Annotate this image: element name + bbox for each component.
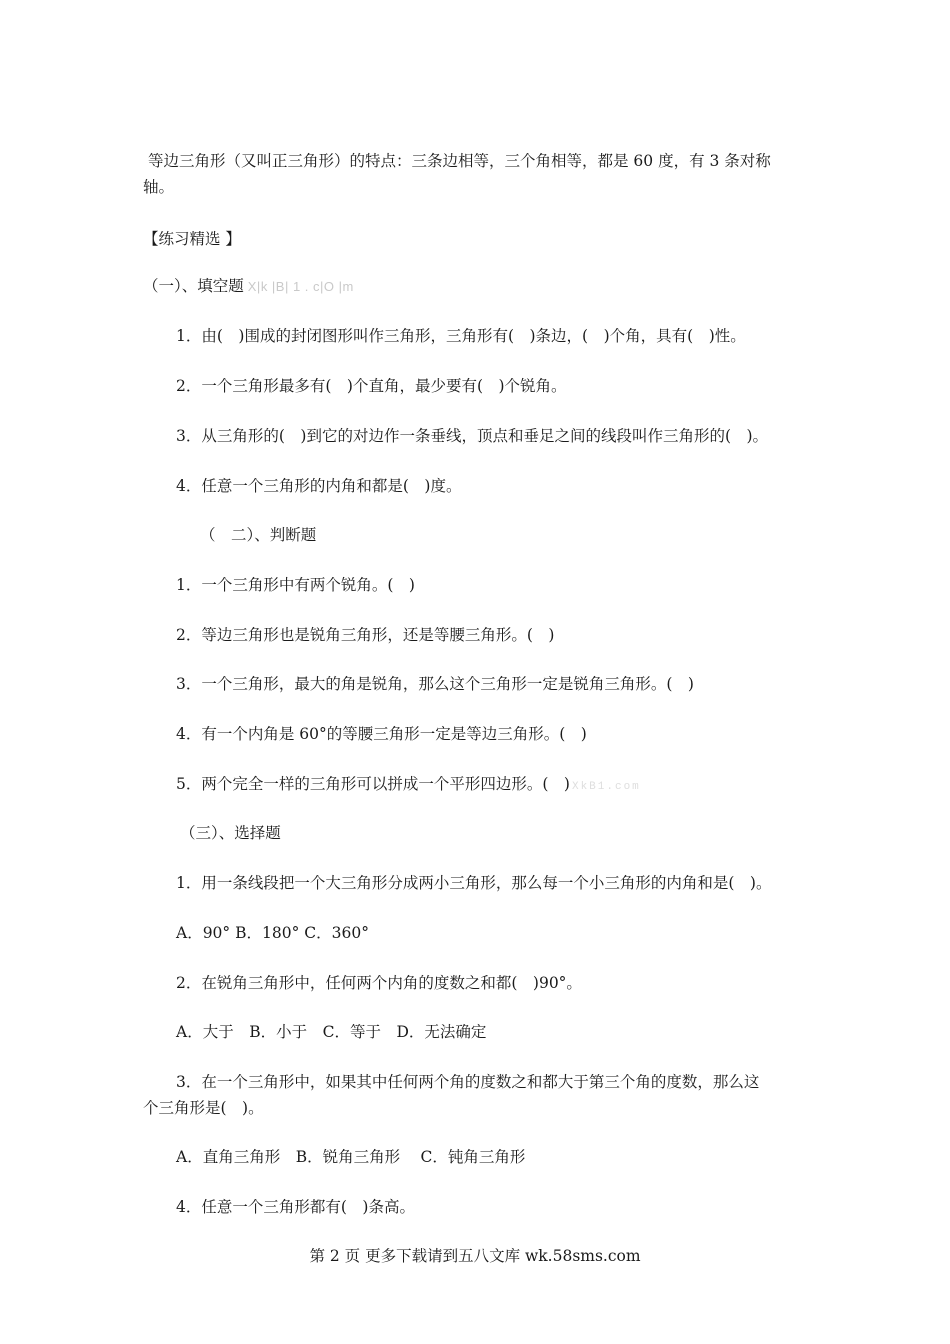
judge-item-5-text: 5．两个完全一样的三角形可以拼成一个平形四边形。( ) xyxy=(176,775,570,793)
choice-q3-line-1: 3．在一个三角形中，如果其中任何两个角的度数之和都大于第三个角的度数，那么这 xyxy=(176,1073,760,1091)
intro-line-2: 轴。 xyxy=(143,178,175,196)
fill-blank-item-4: 4．任意一个三角形的内角和都是( )度。 xyxy=(176,477,462,495)
choice-q2-options: A．大于 B．小于 C．等于 D．无法确定 xyxy=(176,1023,487,1041)
choice-q1-options: A．90° B．180° C．360° xyxy=(176,924,369,942)
choice-q1: 1．用一条线段把一个大三角形分成两小三角形，那么每一个小三角形的内角和是( )。 xyxy=(176,874,772,892)
page-footer: 第 2 页 更多下载请到五八文库 wk.58sms.com xyxy=(309,1247,641,1265)
choice-q3-line-2: 个三角形是( )。 xyxy=(143,1099,264,1117)
fill-blank-heading-text: （一）、填空题 xyxy=(143,277,244,295)
fill-blank-heading xyxy=(143,273,354,300)
fill-blank-item-3: 3．从三角形的( )到它的对边作一条垂线，顶点和垂足之间的线段叫作三角形的( )。 xyxy=(176,427,769,445)
judge-heading: （ 二）、判断题 xyxy=(200,526,317,544)
section-title: 【练习精选 】 xyxy=(143,230,241,248)
intro-line-1: 等边三角形（又叫正三角形）的特点：三条边相等，三个角相等，都是 60 度，有 3 条对称 xyxy=(148,152,771,170)
judge-item-2: 2．等边三角形也是锐角三角形，还是等腰三角形。( ) xyxy=(176,626,555,644)
choice-heading: （三）、选择题 xyxy=(180,824,281,842)
choice-q4: 4．任意一个三角形都有( )条高。 xyxy=(176,1198,415,1216)
judge-item-1: 1．一个三角形中有两个锐角。( ) xyxy=(176,576,415,594)
fill-blank-item-1: 1．由( )围成的封闭图形叫作三角形，三角形有( )条边，( )个角，具有( )性。 xyxy=(176,327,746,345)
fill-blank-item-2: 2．一个三角形最多有( )个直角，最少要有( )个锐角。 xyxy=(176,377,567,395)
watermark-text-2: XkB1.com xyxy=(571,781,641,793)
judge-item-4: 4．有一个内角是 60°的等腰三角形一定是等边三角形。( ) xyxy=(176,725,587,743)
judge-item-3: 3．一个三角形，最大的角是锐角，那么这个三角形一定是锐角三角形。( ) xyxy=(176,675,694,693)
judge-item-5 xyxy=(176,771,641,800)
watermark-text: X|k |B| 1 . c|O |m xyxy=(247,279,354,294)
choice-q2: 2．在锐角三角形中，任何两个内角的度数之和都( )90°。 xyxy=(176,974,582,992)
choice-q3-options: A．直角三角形 B．锐角三角形 C．钝角三角形 xyxy=(176,1148,526,1166)
